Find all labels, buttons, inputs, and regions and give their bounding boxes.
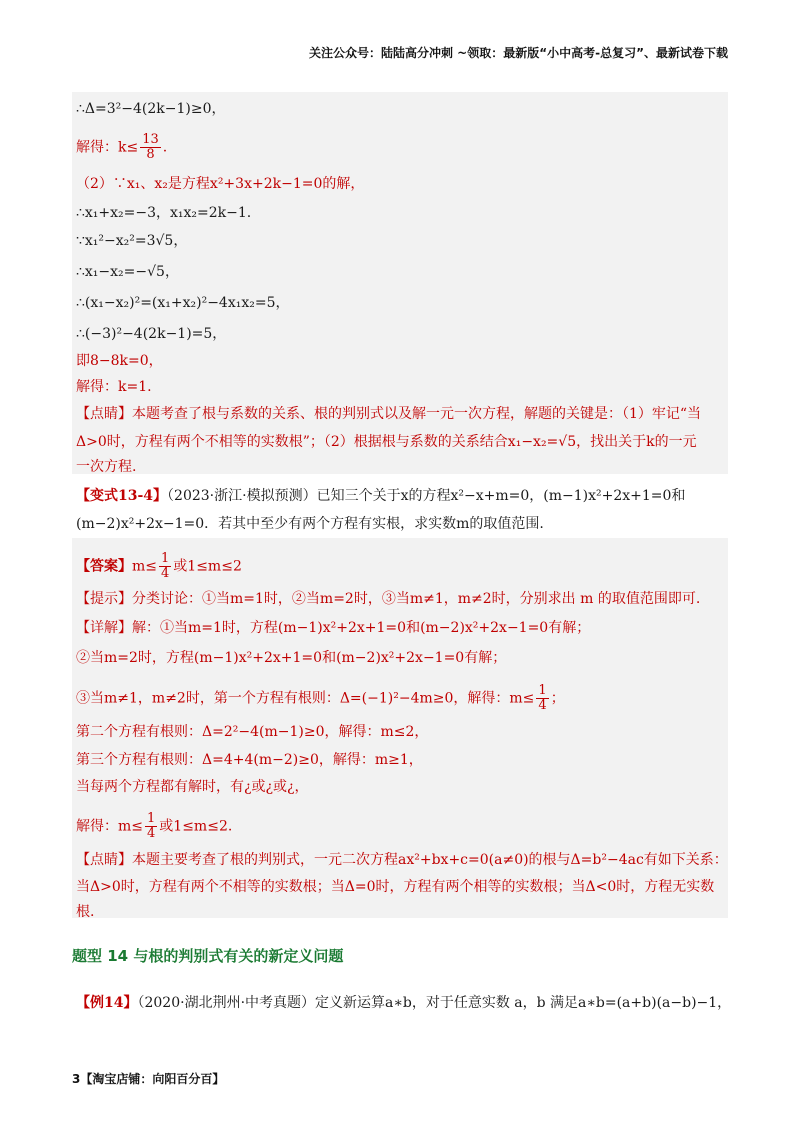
text: 或1≤m≤2 [173,558,242,575]
solution-line: （2）∵x₁、x₂是方程x²+3x+2k−1=0的解， [76,176,365,192]
solution-line: ∴x₁+x₂=−3，x₁x₂=2k−1. [76,205,252,221]
solution-line: ∵x₁²−x₂²=3√5， [76,233,188,249]
note-line: 当Δ>0时，方程有两个不相等的实数根；当Δ=0时，方程有两个相等的实数根；当Δ<0时，方程无实数 [76,879,715,895]
solution-line: 即8−8k=0， [76,353,163,369]
numerator: 1 [538,683,547,698]
text: 解得：k≤ [76,139,139,156]
solution-line: ∴(−3)²−4(2k−1)=5， [76,326,227,342]
numerator: 13 [142,132,159,147]
numerator: 1 [161,551,170,566]
detail-line [76,812,232,841]
variant-tag: 【变式13-4】 [76,488,168,504]
denominator: 4 [147,826,156,841]
answer-line [76,552,242,581]
note-line: 【点睛】本题考查了根与系数的关系、根的判别式以及解一元一次方程，解题的关键是：（1）牢记“当 [76,406,702,422]
solution-line: ∴x₁−x₂=−√5， [76,264,179,280]
hint-line: 【提示】分类讨论：①当m=1时，②当m=2时，③当m≠1，m≠2时，分别求出 m 的取值范围即可. [76,591,701,607]
text: . [162,139,168,156]
section-heading: 题型 14 与根的判别式有关的新定义问题 [72,947,344,965]
solution-line: ∴(x₁−x₂)²=(x₁+x₂)²−4x₁x₂=5， [76,295,290,311]
denominator: 8 [146,147,155,162]
detail-line: ②当m=2时，方程(m−1)x²+2x+1=0和(m−2)x²+2x−1=0有解； [76,650,507,666]
text: ③当m≠1，m≠2时，第一个方程有根则：Δ=(−1)²−4m≥0，解得：m≤ [76,690,535,707]
detail-line: 当每两个方程都有解时，有¿或¿或¿， [76,779,309,795]
page-footer: 3【淘宝店铺：向阳百分百】 [72,1072,225,1086]
text: ； [550,690,565,707]
solution-line: 解得：k=1. [76,379,152,395]
text: m≤ [132,558,158,575]
solution-line [76,133,167,162]
example-line [76,994,731,1012]
text: （2020·湖北荆州·中考真题）定义新运算a∗b，对于任意实数 a，b 满足a∗b=(a+b)(a−b)−1， [137,995,732,1011]
detail-line: 【详解】解：①当m=1时，方程(m−1)x²+2x+1=0和(m−2)x²+2x−1=0有解； [76,620,591,636]
detail-line: 第三个方程有根则：Δ=4+4(m−2)≥0，解得：m≥1， [76,752,423,768]
note-line: 一次方程. [76,459,137,475]
note-line: Δ>0时，方程有两个不相等的实数根”；（2）根据根与系数的关系结合x₁−x₂=√5，找出关于k的一元 [76,434,697,450]
denominator: 4 [161,566,170,581]
fraction [145,812,157,841]
example-tag: 【例14】 [76,995,138,1011]
text: 解得：m≤ [76,818,144,835]
variant-line: (m−2)x²+2x−1=0．若其中至少有两个方程有实根，求实数m的取值范围. [76,516,544,532]
numerator: 1 [147,811,156,826]
fraction [140,133,161,162]
detail-line: 第二个方程有根则：Δ=2²−4(m−1)≥0，解得：m≤2， [76,724,429,740]
page-header: 关注公众号：陆陆高分冲刺 ~领取：最新版“小中高考-总复习”、最新试卷下载 [309,46,728,60]
fraction [159,552,171,581]
detail-line [76,684,565,713]
solution-line: ∴Δ=3²−4(2k−1)≥0， [76,101,226,117]
denominator: 4 [538,698,547,713]
fraction [536,684,548,713]
note-line: 【点睛】本题主要考查了根的判别式，一元二次方程ax²+bx+c=0(a≠0)的根与Δ=b²−4ac有如下关系： [76,852,728,868]
note-line: 根. [76,904,95,920]
text: 或1≤m≤2. [159,818,233,835]
answer-tag: 【答案】 [76,558,132,575]
variant-line [76,487,685,505]
text: （2023·浙江·模拟预测）已知三个关于x的方程x²−x+m=0，(m−1)x²+2x+1=0和 [167,488,686,504]
